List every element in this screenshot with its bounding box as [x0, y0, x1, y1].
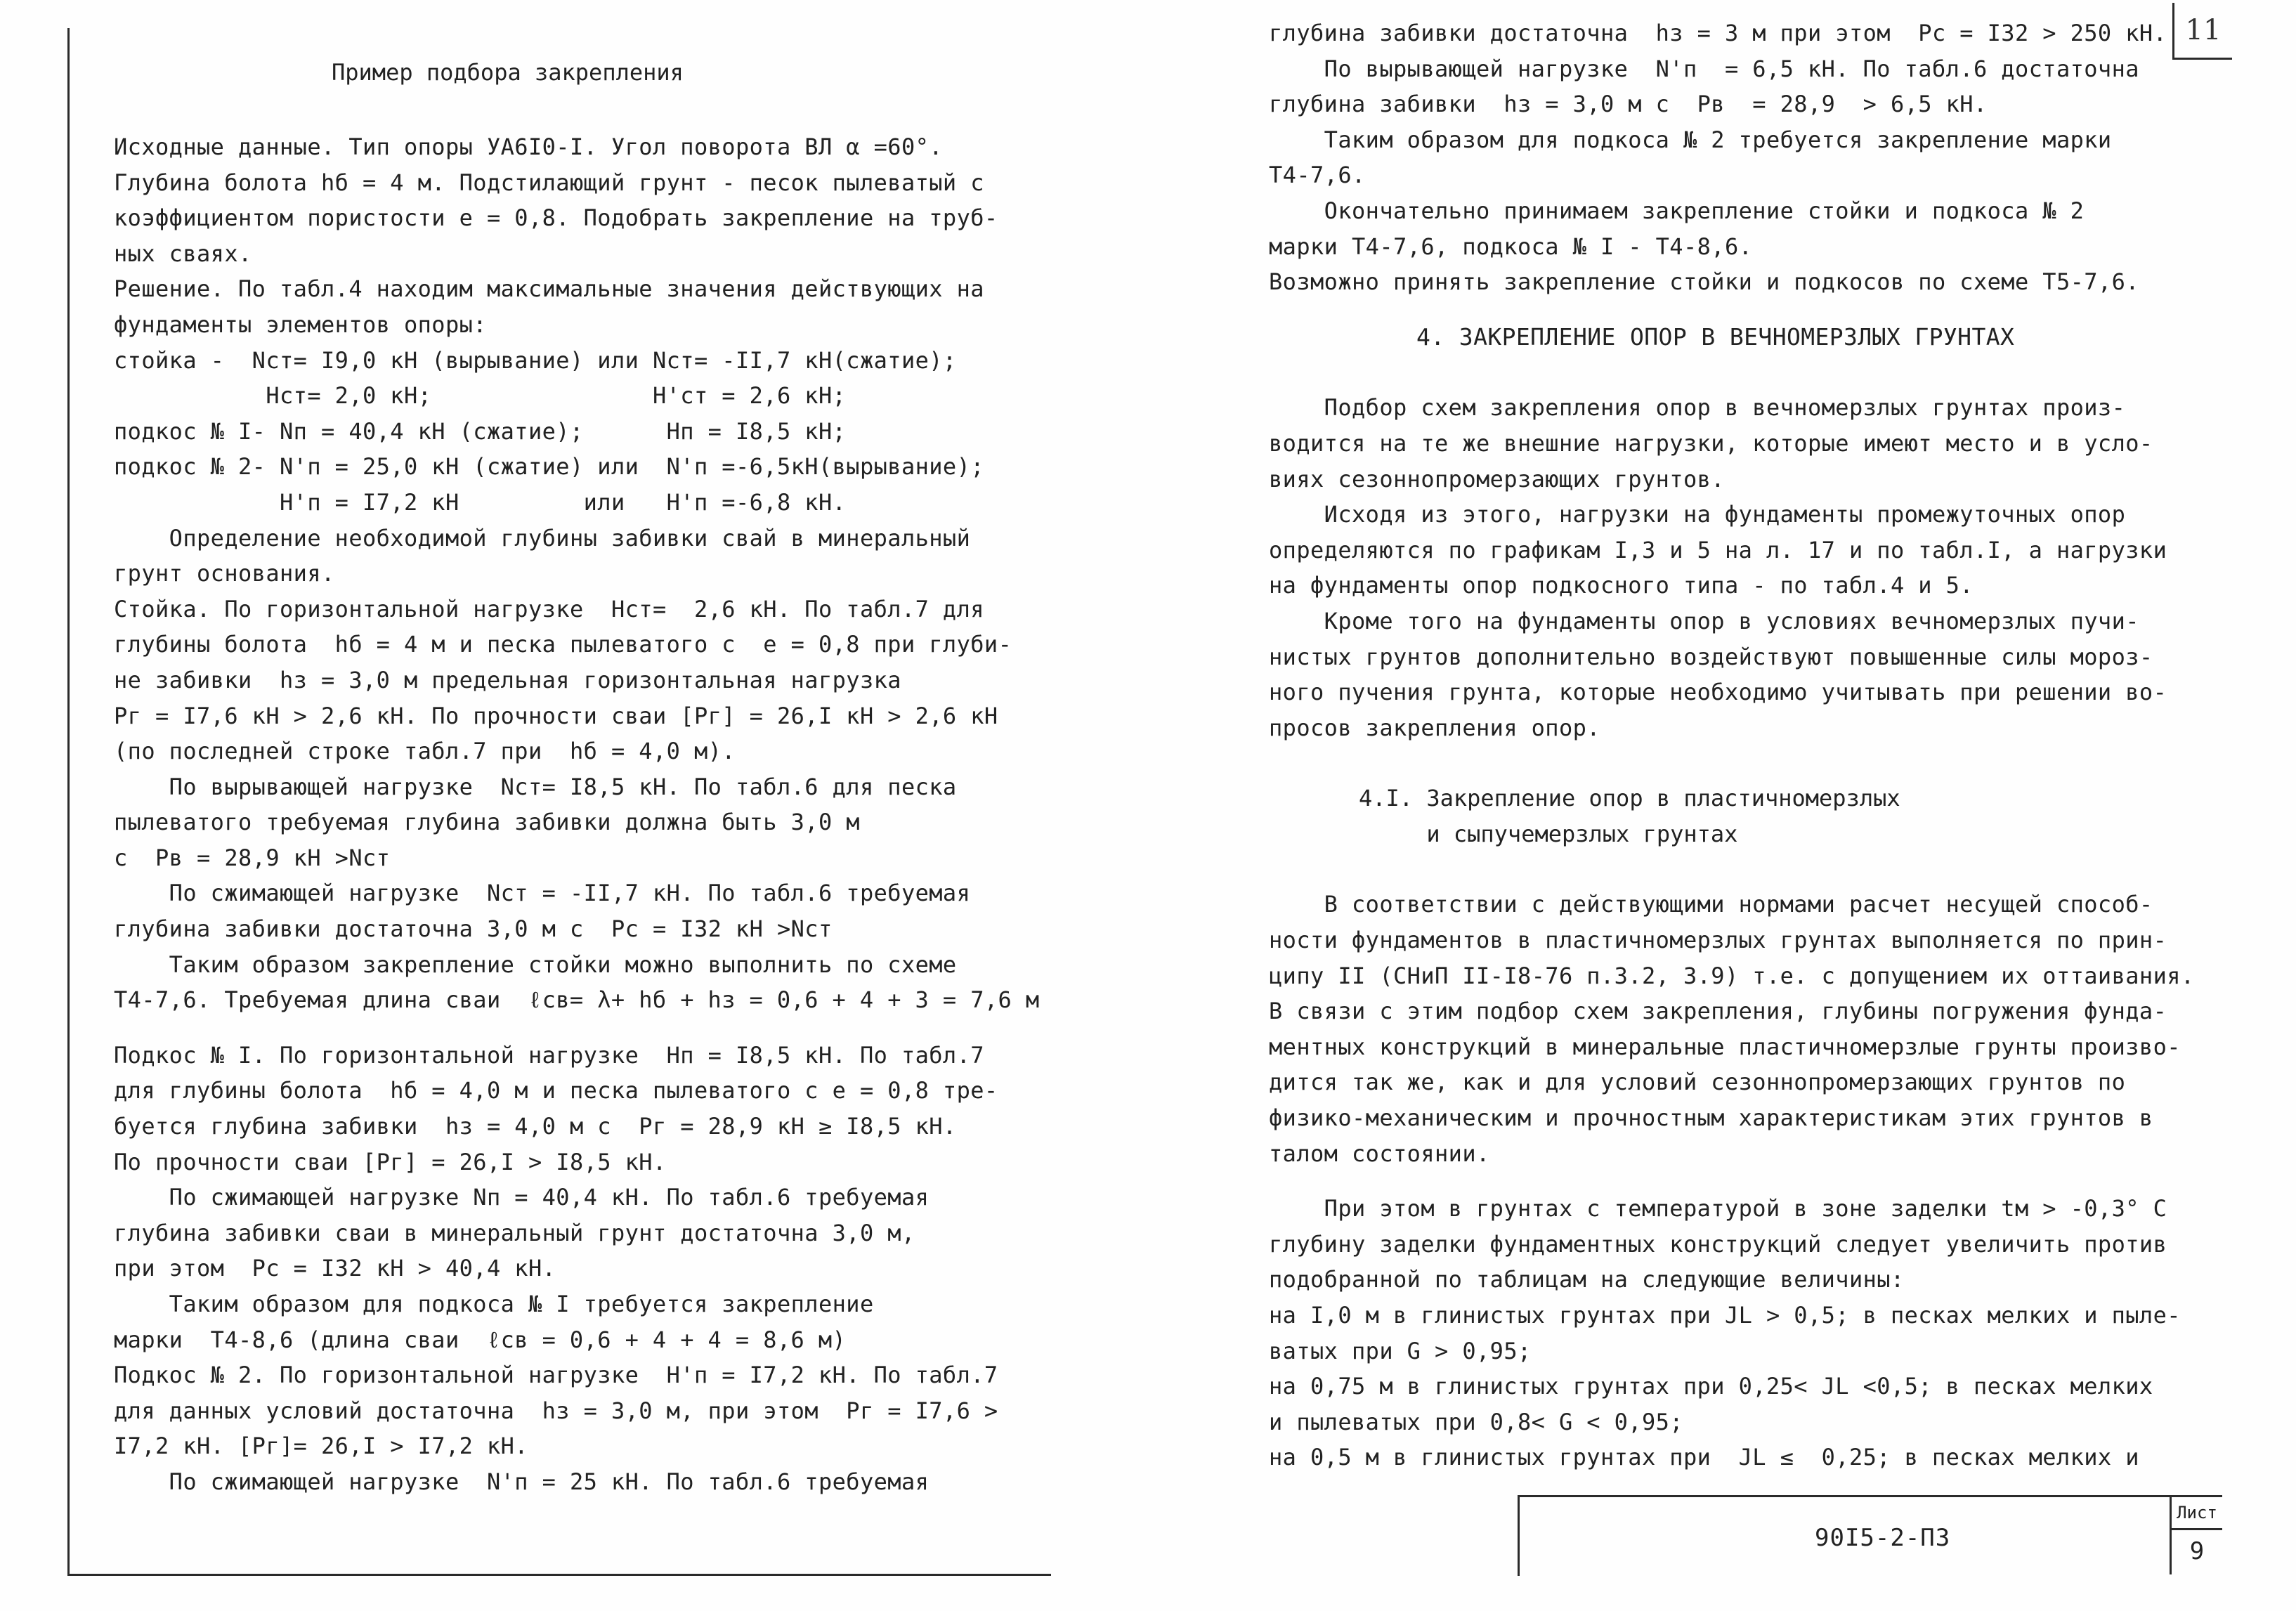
text-line: не забивки hз = 3,0 м предельная горизонтальная нагрузка: [114, 666, 901, 693]
text-line: ных сваях.: [114, 240, 252, 267]
text-line: Стойка. По горизонтальной нагрузке Hст= 2,6 кН. По табл.7 для: [114, 595, 984, 622]
subsection-title: 4.I. Закрепление опор в пластичномерзлых: [1359, 785, 1900, 812]
text-line: для данных условий достаточна hз = 3,0 м, при этом Pг = I7,6 >: [114, 1397, 998, 1424]
text-line: T4-7,6.: [1269, 162, 1366, 189]
text-line: Глубина болота hб = 4 м. Подстилающий грунт - песок пылеватый с: [114, 169, 984, 196]
text-line: глубина забивки сваи в минеральный грунт достаточна 3,0 м,: [114, 1219, 915, 1246]
text-line: (по последней строке табл.7 при hб = 4,0 м).: [114, 738, 736, 765]
left-page: [114, 42, 1048, 1500]
text-line: По прочности сваи [Pг] = 26,I > I8,5 кН.: [114, 1148, 667, 1175]
text-line: физико-механическим и прочностным характеристикам этих грунтов в: [1269, 1104, 2153, 1132]
text-line: Исходные данные. Тип опоры УА6I0-I. Угол поворота ВЛ α =60°.: [114, 133, 943, 160]
text-line: марки T4-8,6 (длина сваи ℓсв = 0,6 + 4 + 4 = 8,6 м): [114, 1326, 847, 1353]
text-line: Кроме того на фундаменты опор в условиях вечномерзлых пучи-: [1269, 607, 2139, 634]
text-line: коэффициентом пористости e = 0,8. Подобрать закрепление на труб-: [114, 204, 998, 232]
text-line: подобранной по таблицам на следующие величины:: [1269, 1266, 1905, 1293]
text-line: Таким образом для подкоса № I требуется закрепление: [114, 1291, 874, 1317]
text-line: просов закрепления опор.: [1269, 714, 1600, 741]
text-line: Решение. По табл.4 находим максимальные значения действующих на: [114, 275, 984, 303]
text-line: Возможно принять закрепление стойки и подкосов по схеме T5-7,6.: [1269, 268, 2139, 296]
text-line: определяются по графикам I,3 и 5 на л. 17 и по табл.I, а нагрузки: [1269, 536, 2167, 563]
text-line: Pг = I7,6 кН > 2,6 кН. По прочности сваи [Pг] = 26,I кН > 2,6 кН: [114, 702, 998, 729]
text-line: с Pв = 28,9 кН >Nст: [114, 844, 391, 871]
page-tag-handwritten: 11: [2172, 3, 2232, 60]
text-line: H'п = I7,2 кН или H'п =-6,8 кН.: [114, 488, 847, 516]
text-line: на 0,75 м в глинистых грунтах при 0,25< JL <0,5; в песках мелких: [1269, 1373, 2153, 1400]
text-line: подкос № I- Nп = 40,4 кН (сжатие); Hп = I8,5 кН;: [114, 417, 847, 445]
text-line: Hст= 2,0 кН; H'ст = 2,6 кН;: [114, 382, 847, 410]
sheet-cell: [2170, 1497, 2222, 1574]
text-line: I7,2 кН. [Pг]= 26,I > I7,2 кН.: [114, 1433, 528, 1460]
text-line: глубина забивки достаточна 3,0 м с Pс = I32 кН >Nст: [114, 915, 833, 943]
text-line: Таким образом для подкоса № 2 требуется закрепление марки: [1269, 126, 2112, 153]
text-line: нистых грунтов дополнительно воздействуют повышенные силы мороз-: [1269, 643, 2153, 670]
text-line: По сжимающей нагрузке Nп = 40,4 кН. По табл.6 требуемая: [114, 1184, 930, 1211]
text-line: пылеватого требуемая глубина забивки должна быть 3,0 м: [114, 809, 860, 836]
title-block: [1518, 1495, 2222, 1576]
text-line: на I,0 м в глинистых грунтах при JL > 0,5; в песках мелких и пыле-: [1269, 1302, 2181, 1329]
text-line: грунт основания.: [114, 560, 335, 587]
text-line: По сжимающей нагрузке Nст = -II,7 кН. По табл.6 требуемая: [114, 880, 971, 907]
text-line: дится так же, как и для условий сезоннопромерзающих грунтов по: [1269, 1069, 2126, 1096]
text-line: По вырывающей нагрузке Nст= I8,5 кН. По табл.6 для песка: [114, 773, 957, 800]
text-line: глубины болота hб = 4 м и песка пылеватого с e = 0,8 при глуби-: [114, 631, 1012, 658]
sheet-number: 9: [2189, 1537, 2205, 1565]
document-code: 90I5-2-ПЗ: [1815, 1524, 1951, 1552]
subsection-title-cont: и сыпучемерзлых грунтах: [1359, 820, 1738, 847]
text-line: водится на те же внешние нагрузки, которые имеют место и в усло-: [1269, 429, 2153, 457]
text-line: ности фундаментов в пластичномерзлых грунтах выполняется по прин-: [1269, 927, 2167, 954]
text-line: глубина забивки hз = 3,0 м с Pв = 28,9 > 6,5 кН.: [1269, 91, 1988, 118]
text-line: T4-7,6. Требуемая длина сваи ℓсв= λ+ hб + hз = 0,6 + 4 + 3 = 7,6 м: [114, 986, 1040, 1014]
text-line: при этом Pс = I32 кН > 40,4 кН.: [114, 1255, 556, 1282]
text-line: Окончательно принимаем закрепление стойки и подкоса № 2: [1269, 197, 2085, 224]
text-line: Определение необходимой глубины забивки свай в минеральный: [114, 524, 971, 552]
text-line: Таким образом закрепление стойки можно выполнить по схеме: [114, 951, 957, 978]
text-line: стойка - Nст= I9,0 кН (вырывание) или Nст= -II,7 кН(сжатие);: [114, 346, 957, 374]
text-line: ватых при G > 0,95;: [1269, 1337, 1532, 1364]
left-bottom-line: [67, 1574, 1051, 1576]
text-line: В соответствии с действующими нормами расчет несущей способ-: [1269, 891, 2153, 918]
text-line: По сжимающей нагрузке N'п = 25 кН. По табл.6 требуемая: [114, 1468, 930, 1495]
text-line: подкос № 2- N'п = 25,0 кН (сжатие) или N'п =-6,5кН(вырывание);: [114, 453, 984, 481]
text-line: для глубины болота hб = 4,0 м и песка пылеватого с e = 0,8 тре-: [114, 1077, 998, 1104]
text-line: По вырывающей нагрузке N'п = 6,5 кН. По табл.6 достаточна: [1269, 55, 2139, 82]
text-line: ципу II (СНиП II-I8-76 п.3.2, 3.9) т.е. с допущением их оттаивания.: [1269, 962, 2195, 989]
sheet-label: Лист: [2172, 1497, 2222, 1530]
text-line: фундаменты элементов опоры:: [114, 311, 487, 338]
text-line: на 0,5 м в глинистых грунтах при JL ≤ 0,25; в песках мелких и: [1269, 1444, 2139, 1471]
text-line: ментных конструкций в минеральные пластичномерзлые грунты произво-: [1269, 1033, 2181, 1060]
text-line: глубина забивки достаточна hз = 3 м при этом Pс = I32 > 250 кН.: [1269, 20, 2167, 46]
text-line: В связи с этим подбор схем закрепления, глубины погружения фунда-: [1269, 998, 2167, 1025]
text-line: Исходя из этого, нагрузки на фундаменты промежуточных опор: [1269, 501, 2126, 528]
text-line: и пылеватых при 0,8< G < 0,95;: [1269, 1408, 1683, 1435]
page-heading: Пример подбора закрепления: [332, 59, 684, 86]
text-line: При этом в грунтах с температурой в зоне заделки tм > -0,3° С: [1269, 1195, 2167, 1222]
text-line: Подкос № I. По горизонтальной нагрузке Hп = I8,5 кН. По табл.7: [114, 1041, 984, 1069]
text-line: марки T4-7,6, подкоса № I - T4-8,6.: [1269, 233, 1753, 260]
text-line: на фундаменты опор подкосного типа - по табл.4 и 5.: [1269, 572, 1974, 599]
text-line: глубину заделки фундаментных конструкций следует увеличить против: [1269, 1230, 2167, 1258]
left-margin-line: [67, 28, 70, 1574]
text-line: Подбор схем закрепления опор в вечномерзлых грунтах произ-: [1269, 394, 2126, 422]
text-line: ного пучения грунта, которые необходимо учитывать при решении во-: [1269, 679, 2167, 706]
section-title: 4. ЗАКРЕПЛЕНИЕ ОПОР В ВЕЧНОМЕРЗЛЫХ ГРУНТАХ: [1416, 322, 2015, 351]
right-page: [1269, 15, 2231, 1475]
text-line: буется глубина забивки hз = 4,0 м с Pг = 28,9 кН ≥ I8,5 кН.: [114, 1113, 957, 1140]
text-line: Подкос № 2. По горизонтальной нагрузке H'п = I7,2 кН. По табл.7: [114, 1362, 998, 1389]
text-line: талом состоянии.: [1269, 1140, 1490, 1167]
text-line: виях сезоннопромерзающих грунтов.: [1269, 465, 1725, 493]
